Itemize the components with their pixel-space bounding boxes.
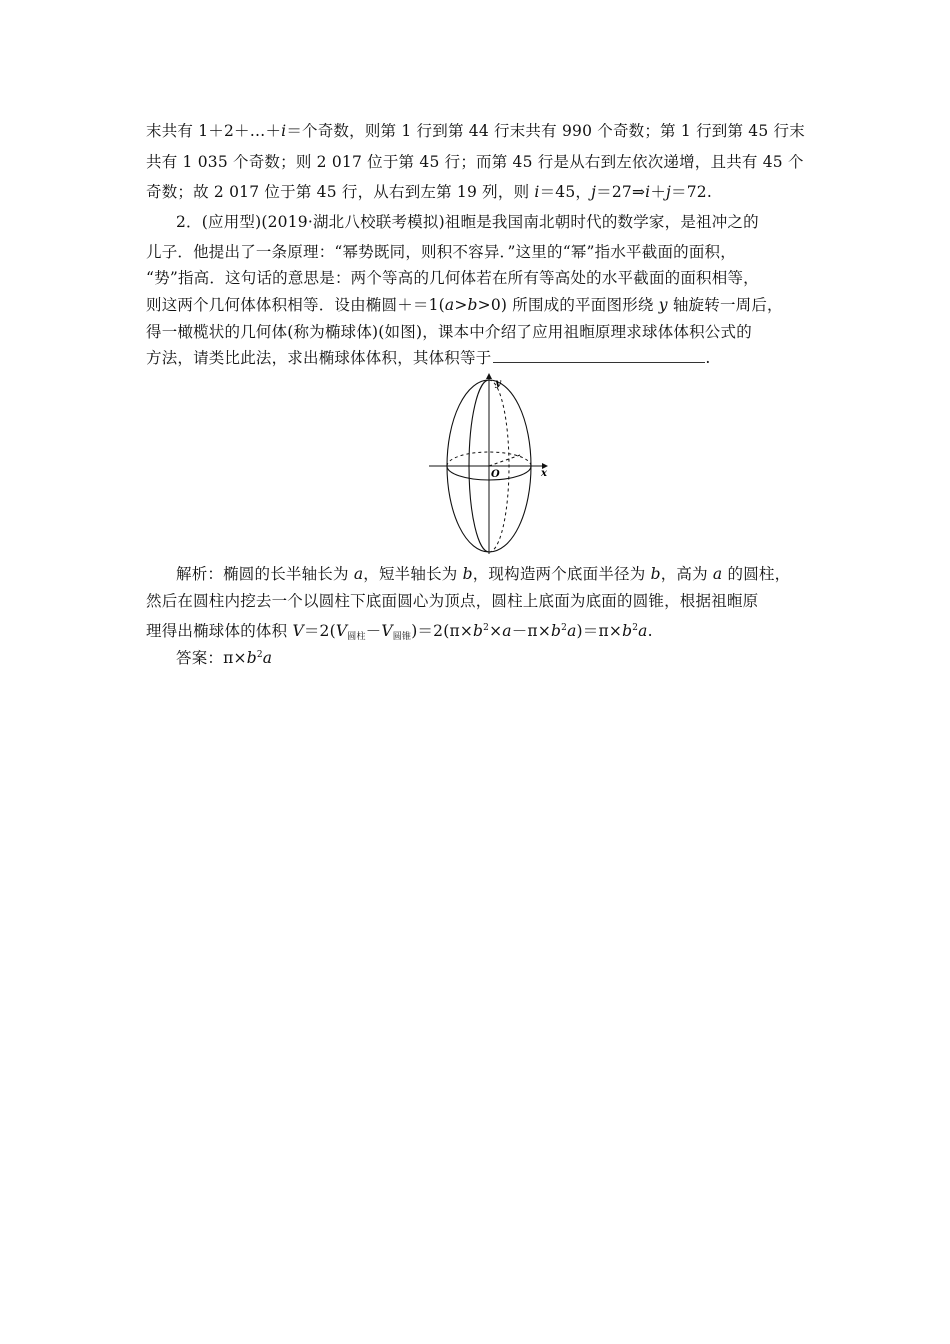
text: )＝π× [576, 622, 623, 640]
question-line-6 [146, 348, 711, 368]
text: )＝2(π× [411, 622, 474, 640]
var-a: a [638, 622, 648, 640]
question-line-4 [146, 295, 783, 315]
var-i: i [281, 122, 287, 140]
label-y: y [495, 378, 501, 389]
var-b: b [551, 622, 562, 640]
text: 的圆柱， [722, 565, 791, 583]
text: . [705, 349, 711, 367]
text: ＝72. [671, 183, 712, 201]
label-origin: O [491, 469, 500, 480]
question-line-5 [146, 322, 752, 342]
var-a: a [262, 649, 273, 667]
text: ，现构造两个底面半径为 [472, 565, 651, 583]
text: 得一橄榄状的几何体(称为椭球体)(如图)，课本中介绍了应用祖暅原理求球体体积公式的 [146, 323, 752, 341]
var-V: V [381, 622, 393, 640]
text: ，短半轴长为 [363, 565, 463, 583]
var-j: j [666, 183, 672, 201]
label-x: x [541, 468, 547, 479]
var-V: V [292, 622, 304, 640]
text: 解析：椭圆的长半轴长为 [176, 565, 354, 583]
var-b: b [650, 565, 661, 583]
text: 方法，请类比此法，求出椭球体体积，其体积等于 [146, 349, 492, 367]
text-line-3 [146, 182, 712, 202]
text: ＝个奇数，则第 1 行到第 44 行末共有 990 个奇数；第 1 行到第 45 行末 [286, 122, 805, 140]
ellipsoid-figure [425, 368, 560, 558]
text: ，高为 [660, 565, 713, 583]
var-b: b [622, 622, 633, 640]
subscript: 圆锥 [392, 632, 412, 642]
text: 共有 1 035 个奇数；则 2 017 位于第 45 行；而第 45 行是从右到左依次递增，且共有 45 个 [146, 153, 804, 171]
radius-line [489, 454, 523, 466]
question-line-2 [146, 242, 736, 262]
text: 然后在圆柱内挖去一个以圆柱下底面圆心为顶点，圆柱上底面为底面的圆锥，根据祖暅原 [146, 592, 759, 610]
var-ab: a>b> [444, 296, 491, 314]
var-V: V [335, 622, 348, 640]
text: 0) 所围成的平面图形绕 [490, 296, 659, 314]
text: － [365, 622, 382, 640]
var-a: a [712, 565, 723, 583]
superscript: 2 [561, 623, 568, 633]
subscript: 圆柱 [347, 632, 366, 642]
text: . [647, 622, 653, 640]
text: 则这两个几何体体积相等．设由椭圆＋＝1( [146, 296, 445, 314]
superscript: 2 [632, 623, 639, 633]
var-j: j [591, 183, 597, 201]
text: ＝27⇒ [596, 183, 646, 201]
superscript: 2 [256, 650, 263, 660]
answer-line [176, 645, 272, 668]
question-line-3 [146, 268, 759, 288]
text: 儿子．他提出了一条原理：“幂势既同，则积不容异．”这里的“幂”指水平截面的面积， [146, 243, 736, 261]
var-a: a [502, 622, 512, 640]
var-a: a [353, 565, 364, 583]
var-b: b [462, 565, 473, 583]
text: ＝2( [303, 622, 336, 640]
superscript: 2 [483, 623, 490, 633]
var-b: b [473, 622, 484, 640]
solution-line-2 [146, 591, 758, 611]
var-a: a [567, 622, 577, 640]
text: × [489, 622, 503, 640]
text: ＝45， [539, 183, 592, 201]
answer-blank [493, 348, 705, 363]
text-line-2 [146, 152, 804, 172]
text: 末共有 1＋2＋…＋ [146, 122, 282, 140]
var-i: i [534, 183, 540, 201]
question-line-1 [176, 212, 759, 232]
text: “势”指高．这句话的意思是：两个等高的几何体若在所有等高处的水平截面的面积相等， [146, 269, 759, 287]
solution-line-3 [146, 618, 653, 647]
text: 奇数；故 2 017 位于第 45 行，从右到左第 19 列，则 [146, 183, 535, 201]
text: 轴旋转一周后， [667, 296, 783, 314]
var-y: y [658, 296, 668, 314]
text: 2．(应用型)(2019·湖北八校联考模拟)祖暅是我国南北朝时代的数学家，是祖冲之的 [176, 213, 759, 231]
text: －π× [511, 622, 552, 640]
var-b: b [246, 649, 257, 667]
text: ＋ [650, 183, 667, 201]
text: 答案：π× [176, 649, 247, 667]
var-i: i [645, 183, 651, 201]
solution-line-1 [176, 564, 790, 584]
text-line-1 [146, 121, 805, 141]
text: 理得出椭球体的体积 [146, 622, 293, 640]
